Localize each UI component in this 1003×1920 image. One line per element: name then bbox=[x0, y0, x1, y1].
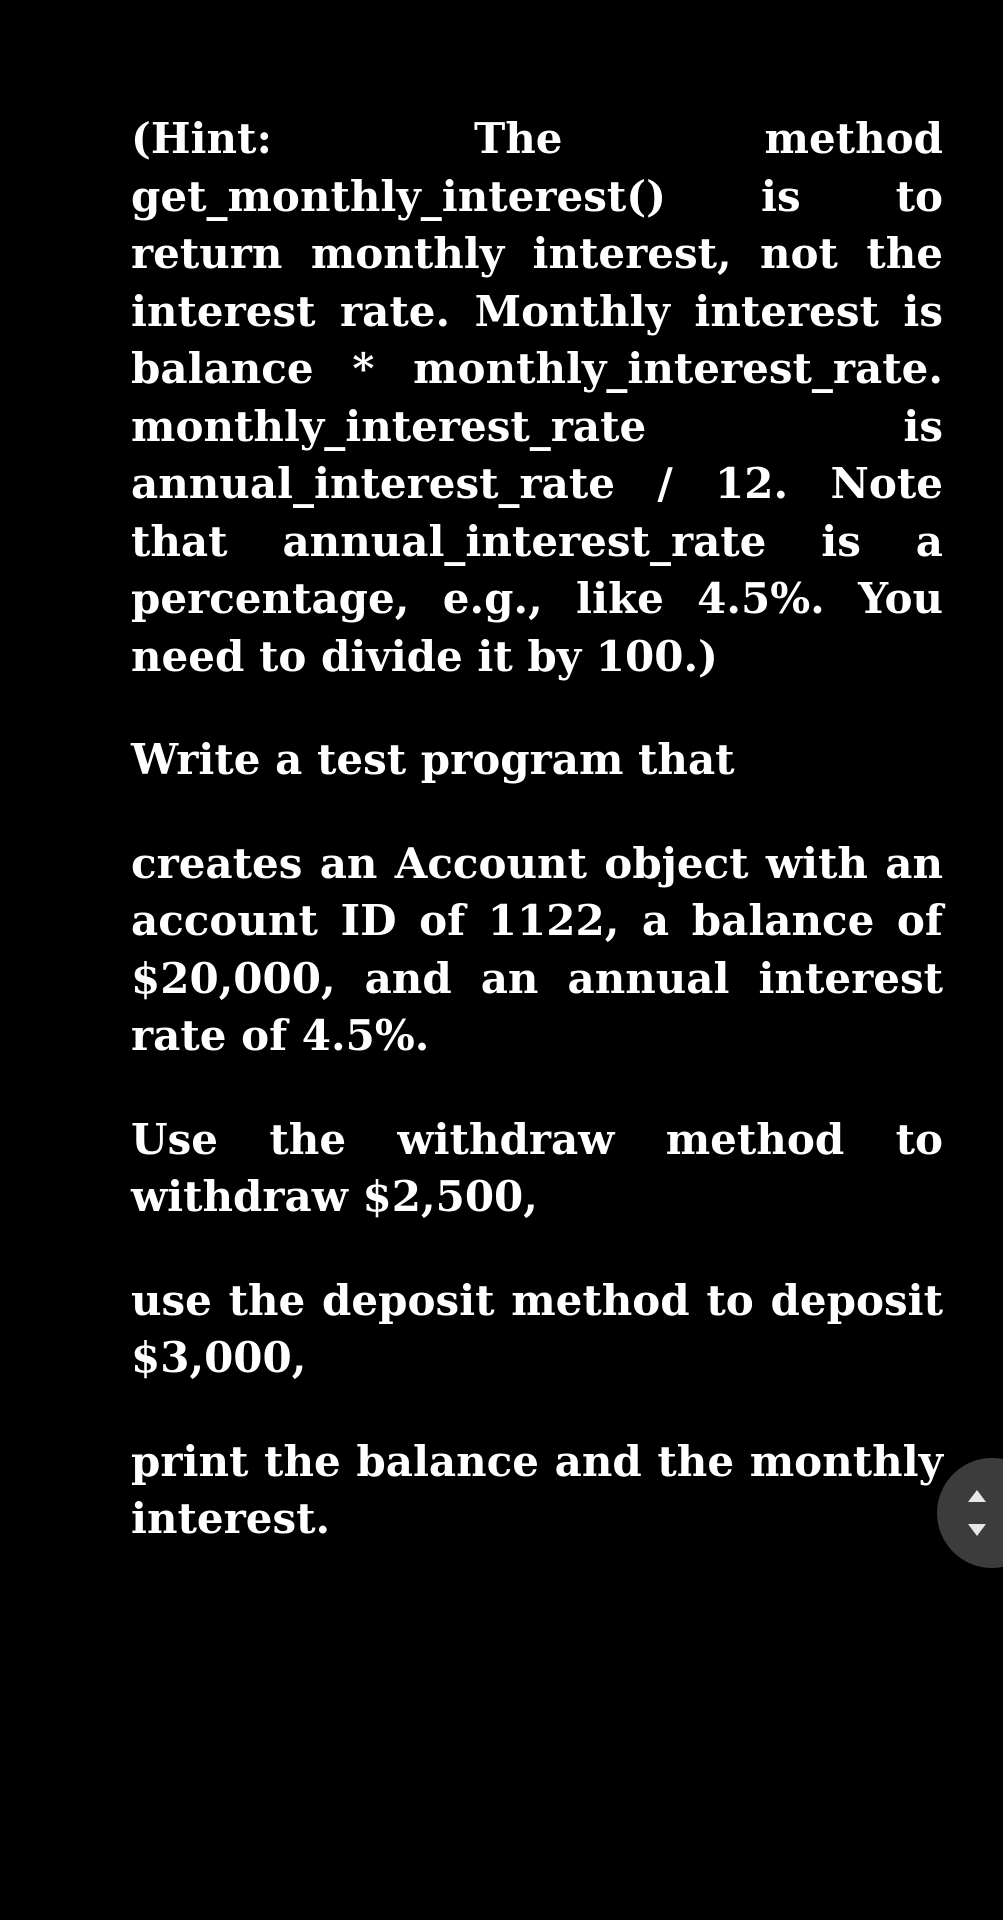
scroll-arrows-icon bbox=[964, 1488, 990, 1538]
test-program-intro: Write a test program that bbox=[131, 735, 735, 784]
deposit-step: use the deposit method to deposit $3,000, bbox=[131, 1275, 943, 1382]
print-step: print the balance and the monthly interest. bbox=[131, 1436, 943, 1543]
triangle-down-icon bbox=[968, 1524, 986, 1536]
create-account-step: creates an Account object with an account ID of 1122, a balance of $20,000, and an annual interest rate of 4.5%. bbox=[131, 838, 943, 1060]
scroll-handle[interactable] bbox=[937, 1458, 1003, 1568]
triangle-up-icon bbox=[968, 1490, 986, 1502]
document-body bbox=[131, 110, 943, 1548]
hint-paragraph: (Hint: The method get_monthly_interest() is to return monthly interest, not the interest rate. Monthly interest is balance * monthly_interest_rate. monthly_interest_rate is annual_interest_rate / 12. Note that annual_interest_rate is a percentage, e.g., like 4.5%. You need to divide it by 100.) bbox=[131, 114, 943, 681]
withdraw-step: Use the withdraw method to withdraw $2,500, bbox=[131, 1114, 943, 1221]
